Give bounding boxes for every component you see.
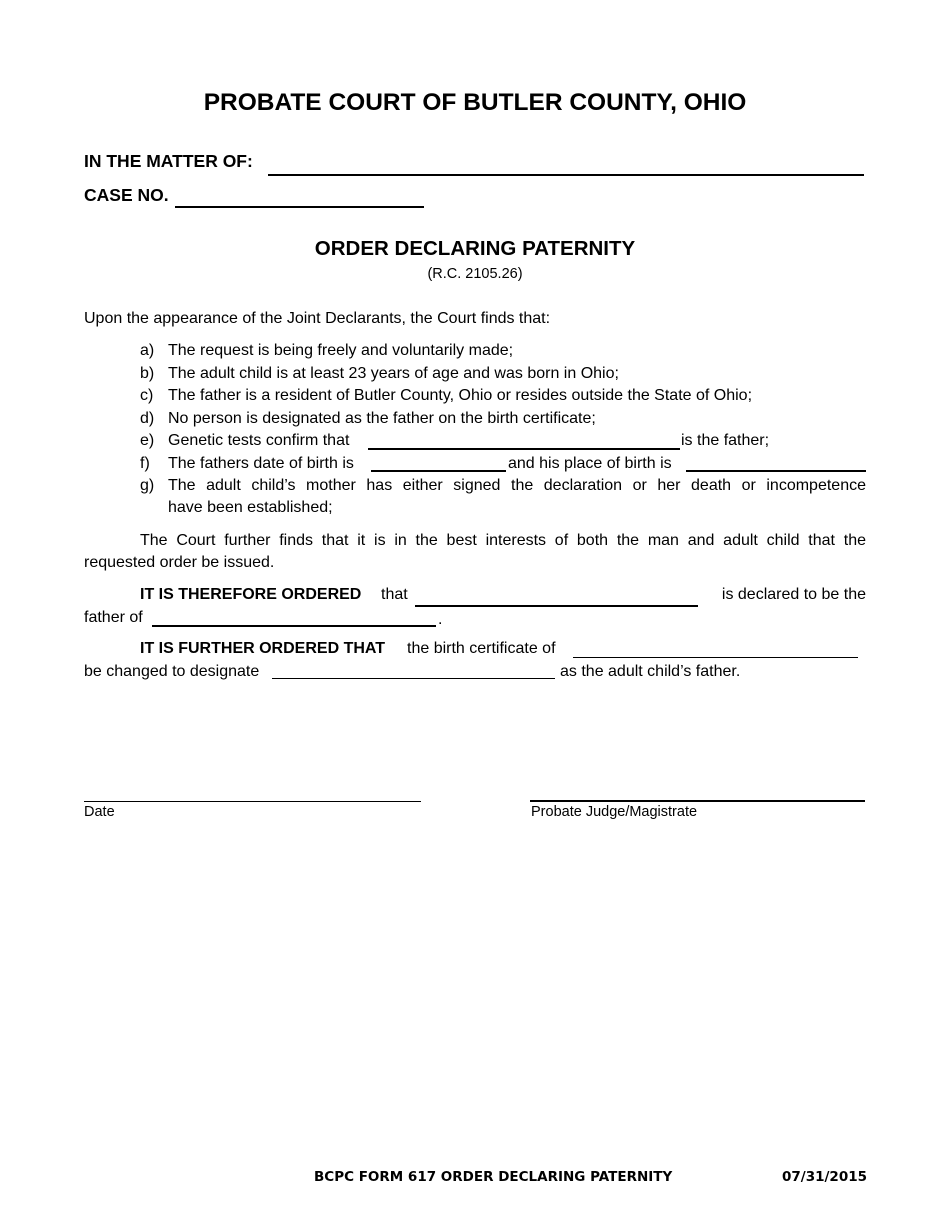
finding-text: Genetic tests confirm that	[168, 432, 350, 449]
father-birth-place-field[interactable]	[686, 470, 866, 472]
declared-father-name-field[interactable]	[415, 605, 698, 607]
case-number-field[interactable]	[175, 206, 424, 208]
finding-text: and his place of birth is	[508, 455, 672, 472]
court-title: PROBATE COURT OF BUTLER COUNTY, OHIO	[203, 89, 747, 116]
judge-signature-line[interactable]	[530, 800, 865, 802]
matter-label: IN THE MATTER OF:	[84, 151, 253, 171]
finding-letter: g)	[140, 477, 155, 494]
father-birth-date-field[interactable]	[371, 470, 506, 472]
further-ordered-heading: IT IS FURTHER ORDERED THAT	[140, 640, 386, 657]
finding-letter: a)	[140, 342, 155, 359]
matter-field[interactable]	[268, 174, 864, 176]
form-date: 07/31/2015	[782, 1169, 868, 1185]
finding-text: The fathers date of birth is	[168, 455, 354, 472]
further-ordered-text: be changed to designate	[84, 663, 260, 680]
finding-text: is the father;	[681, 432, 770, 449]
date-label: Date	[84, 804, 115, 820]
ordered-period: .	[438, 611, 443, 628]
finding-text: The request is being freely and voluntarily made;	[168, 342, 514, 359]
finding-letter: d)	[140, 410, 155, 427]
form-name: BCPC FORM 617 ORDER DECLARING PATERNITY	[314, 1169, 673, 1185]
finding-text: No person is designated as the father on the birth certificate;	[168, 410, 596, 427]
further-finds-text: The Court further finds that it is in the best interests of both the man and adult child that the	[140, 532, 866, 549]
further-ordered-text: the birth certificate of	[407, 640, 556, 657]
further-finds-text: requested order be issued.	[84, 554, 275, 571]
case-label: CASE NO.	[84, 185, 169, 205]
ordered-text: that	[381, 586, 408, 603]
finding-text: The adult child’s mother has either signed the declaration or her death or incompetence	[168, 477, 866, 494]
finding-letter: e)	[140, 432, 155, 449]
finding-letter: c)	[140, 387, 154, 404]
child-name-field[interactable]	[152, 625, 436, 627]
therefore-ordered-heading: IT IS THEREFORE ORDERED	[140, 586, 362, 603]
intro-text: Upon the appearance of the Joint Declarants, the Court finds that:	[84, 310, 551, 327]
finding-letter: b)	[140, 365, 155, 382]
judge-label: Probate Judge/Magistrate	[531, 804, 698, 820]
statute-reference: (R.C. 2105.26)	[427, 266, 523, 282]
date-signature-line[interactable]	[84, 801, 421, 802]
further-ordered-text: as the adult child’s father.	[560, 663, 741, 680]
finding-text: The adult child is at least 23 years of age and was born in Ohio;	[168, 365, 619, 382]
finding-text: have been established;	[168, 499, 333, 516]
designated-father-field[interactable]	[272, 678, 555, 679]
order-title: ORDER DECLARING PATERNITY	[314, 237, 636, 260]
birth-certificate-name-field[interactable]	[573, 657, 858, 658]
ordered-text: father of	[84, 609, 143, 626]
genetic-test-name-field[interactable]	[368, 448, 680, 450]
finding-text: The father is a resident of Butler County, Ohio or resides outside the State of Ohio;	[168, 387, 753, 404]
finding-letter: f)	[140, 455, 150, 472]
ordered-text: is declared to be the	[721, 586, 866, 603]
